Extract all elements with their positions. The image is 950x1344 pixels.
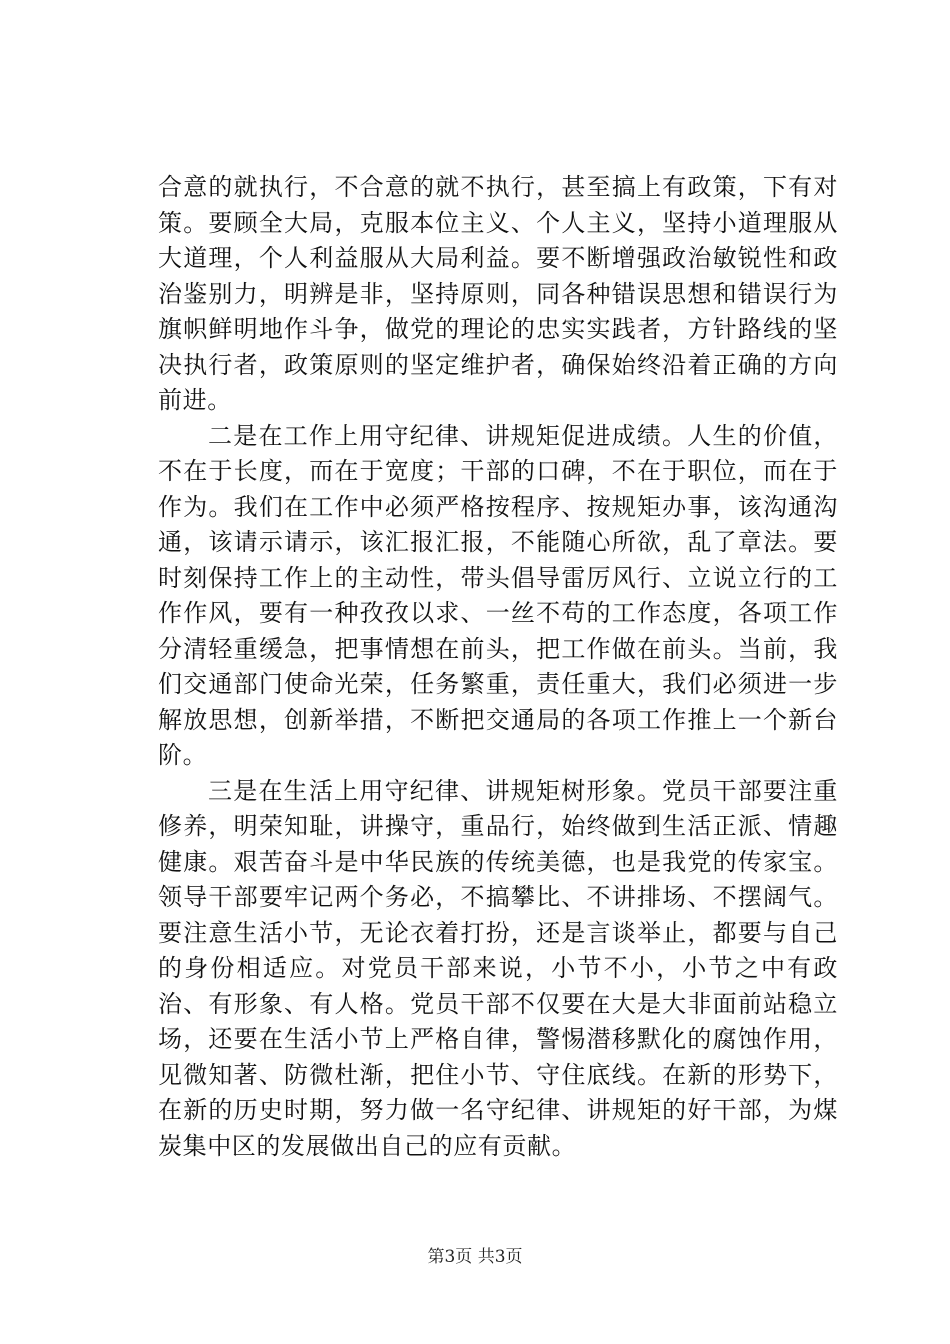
paragraph-3: 三是在生活上用守纪律、讲规矩树形象。党员干部要注重修养，明荣知耻，讲操守，重品行，始终做到生活正派、情趣健康。艰苦奋斗是中华民族的传统美德，也是我党的传家宝。领导干部要牢记两个务必，不搞攀比、不讲排场、不摆阔气。要注意生活小节，无论衣着打扮，还是言谈举止，都要与自己的身份相适应。对党员干部来说，小节不小，小节之中有政治、有形象、有人格。党员干部不仅要在大是大非面前站稳立场，还要在生活小节上严格自律，警惕潜移默化的腐蚀作用，见微知著、防微杜渐，把住小节、守住底线。在新的形势下，在新的历史时期，努力做一名守纪律、讲规矩的好干部，为煤炭集中区的发展做出自己的应有贡献。 <box>158 776 838 1160</box>
paragraph-2: 二是在工作上用守纪律、讲规矩促进成绩。人生的价值，不在于长度，而在于宽度；干部的口碑，不在于职位，而在于作为。我们在工作中必须严格按程序、按规矩办事，该沟通沟通，该请示请示，该汇报汇报，不能随心所欲，乱了章法。要时刻保持工作上的主动性，带头倡导雷厉风行、立说立行的工作作风，要有一种孜孜以求、一丝不苟的工作态度，各项工作分清轻重缓急，把事情想在前头，把工作做在前头。当前，我们交通部门使命光荣，任务繁重，责任重大，我们必须进一步解放思想，创新举措，不断把交通局的各项工作推上一个新台阶。 <box>158 421 838 769</box>
document-body <box>158 170 838 1164</box>
page-footer: 第3页 共3页 <box>427 1247 523 1267</box>
paragraph-1: 合意的就执行，不合意的就不执行，甚至搞上有政策，下有对策。要顾全大局，克服本位主义、个人主义，坚持小道理服从大道理，个人利益服从大局利益。要不断增强政治敏锐性和政治鉴别力，明辨是非，坚持原则，同各种错误思想和错误行为旗帜鲜明地作斗争，做党的理论的忠实实践者，方针路线的坚决执行者，政策原则的坚定维护者，确保始终沿着正确的方向前进。 <box>158 173 838 414</box>
